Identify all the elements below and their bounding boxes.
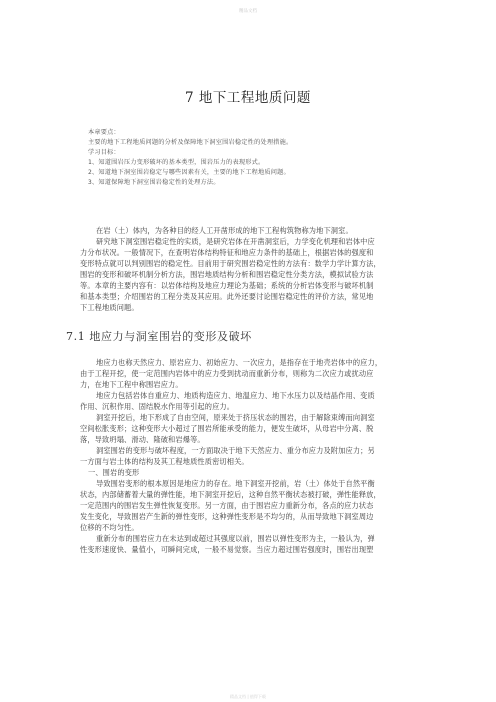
intro-line: 和基本类型；介绍围岩的工程分类及其应用。此外还要讨论围岩稳定性的评价方法，常见地	[80, 292, 374, 301]
footer-watermark: 精品文档 | 值得下载	[230, 694, 266, 699]
intro-line: 研究地下洞室围岩稳定性的实质，是研究岩体在开凿洞室后，力学变化机理和岩体中应	[96, 237, 375, 246]
section-line: 导致围岩变形的根本原因是地应力的存在。地下洞室开挖前，岩（土）体处于自然平衡	[96, 479, 375, 488]
intro-line: 下工程地质问题。	[80, 303, 139, 312]
section-line: 力，在地下工程中称围岩应力。	[80, 380, 183, 389]
section-line: 空间松胀变形；这种变形大小超过了围岩所能承受的能力，便发生破坏，从母岩中分离、脱	[80, 424, 374, 433]
intro-line: 力分布状况。一般情况下，在查明岩体结构特征和地应力条件的基础上，根据岩体的强度和	[80, 248, 374, 257]
section-line: 地应力包括岩体自重应力、地质构造应力、地温应力、地下水压力以及结晶作用、变质	[96, 391, 375, 400]
section-line: 性变形速度快、量值小，可瞬间完成，一般不易觉察。当应力超过围岩强度时，围岩出现塑	[80, 545, 374, 554]
section-line: 一定范围内的围岩发生弹性恢复变形。另一方面，由于围岩应力重新分布，各点的应力状态	[80, 501, 374, 510]
key-points-text: 主要的地下工程地质问题的分析及保障地下洞室围岩稳定性的处理措施。	[88, 139, 293, 146]
objective-item: 3、知道保障地下洞室围岩稳定性的处理方法。	[88, 179, 220, 186]
objectives-label: 学习目标：	[88, 149, 120, 156]
chapter-title: 7 地下工程地质问题	[185, 90, 311, 106]
section-line: 洞室围岩的变形与破坏程度，一方面取决于地下天然应力、重分布应力及附加应力；另	[96, 446, 375, 455]
intro-line: 围岩的变形和破坏机制分析方法，围岩地质结构分析和围岩稳定性分类方法，模拟试验方法	[80, 270, 374, 279]
section-line: 重新分布的围岩应力在未达到或超过其强度以前，围岩以弹性变形为主，一般认为，弹	[96, 534, 375, 543]
section-title: 7.1 地应力与洞室围岩的变形及破坏	[66, 330, 252, 343]
section-line: 地应力也称天然应力、原岩应力、初始应力、一次应力，是指存在于地壳岩体中的应力，	[96, 358, 383, 367]
section-line: 作用、沉积作用、固结脱水作用等引起的应力。	[80, 402, 235, 411]
key-points-label: 本章要点：	[88, 129, 120, 136]
objective-item: 2、知道地下洞室围岩稳定与哪些因素有关，主要的地下工程地质问题。	[88, 169, 290, 176]
section-line: 洞室开挖后，地下形成了自由空间，原来处于挤压状态的围岩，由于解除束缚而向洞室	[96, 413, 375, 422]
header-watermark: 精品文档	[239, 9, 257, 14]
section-line: 位移的不均匀性。	[80, 523, 139, 532]
intro-line: 在岩（土）体内，为各种目的经人工开凿形成的地下工程构筑物称为地下洞室。	[96, 226, 353, 235]
section-line: 落，导致坍塌、滑动、隆破和岩爆等。	[80, 435, 205, 444]
intro-line: 等。本章的主要内容有：以岩体结构及地应力理论为基础；系统的分析岩体变形与破坏机制	[80, 281, 374, 290]
objective-item: 1、知道围岩压力变形破坏的基本类型，围岩压力的表现形式。	[88, 159, 265, 166]
section-line: 由于工程开挖，使一定范围内岩体中的应力受到扰动而重新分布，则称为二次应力或扰动应	[80, 369, 374, 378]
subsection-heading: 一、围岩的变形	[88, 468, 140, 477]
section-line: 状态，内部储蓄着大量的弹性能，地下洞室开挖后，这种自然平衡状态被打破，弹性能释放，	[80, 490, 381, 499]
section-line: 发生变化，导致围岩产生新的弹性变形，这种弹性变形是不均匀的，从而导致地下洞室周边	[80, 512, 374, 521]
intro-line: 变形特点就可以判别围岩的稳定性。目前用于研究围岩稳定性的方法有：数学力学计算方法，	[80, 259, 381, 268]
section-line: 一方面与岩土体的结构及其工程地质性质密切相关。	[80, 457, 249, 466]
